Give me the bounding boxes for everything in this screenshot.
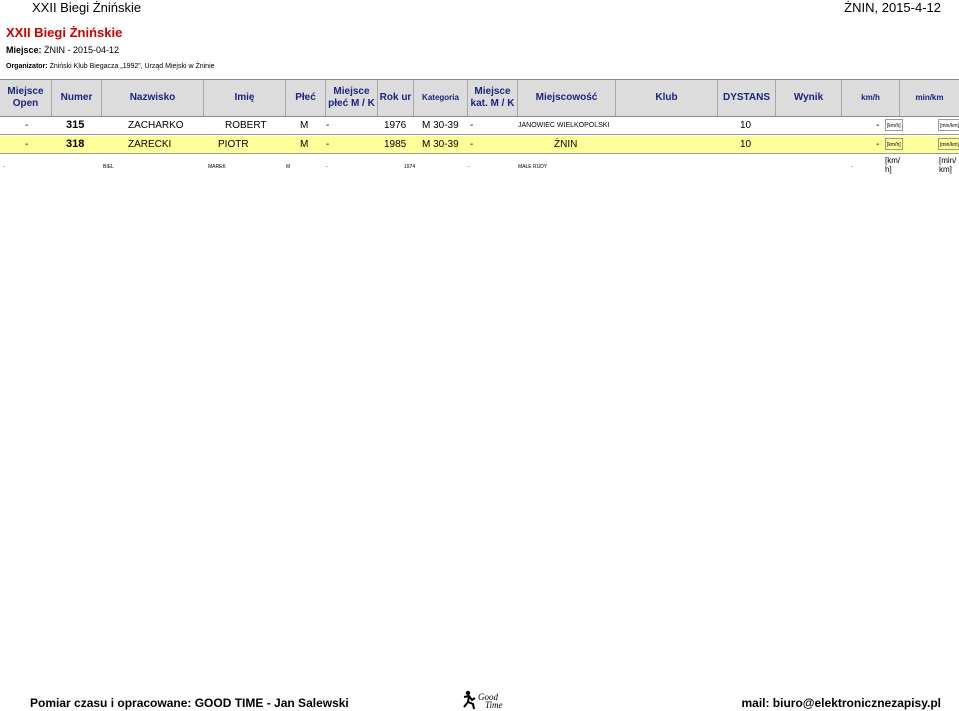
cell-rok: 1985 <box>384 139 407 150</box>
col-nazwisko: Nazwisko <box>102 80 204 116</box>
logo-word-time: Time <box>485 700 503 710</box>
cell-miejsce-kat: - <box>470 139 474 150</box>
col-minkm: min/km <box>915 93 944 102</box>
cell-plec: M <box>300 139 309 150</box>
footer-timing-credit: Pomiar czasu i opracowane: GOOD TIME - Jan Salewski <box>30 696 349 710</box>
cell-wynik: - <box>876 120 880 131</box>
col-plec: Płeć <box>286 80 326 116</box>
results-table-header <box>0 79 959 117</box>
organizer-label: Organizator: <box>6 63 48 70</box>
cell-kategoria: M 30-39 <box>422 120 459 131</box>
cell-dystans: 10 <box>740 120 752 131</box>
cell-miejsce-plec: - <box>326 139 330 150</box>
col-rok: Rok ur <box>378 80 414 116</box>
header-event-name: XXII Biegi Żnińskie <box>32 0 142 15</box>
organizer-value: Żniński Klub Biegacza „1992”, Urząd Miejski w Żninie <box>47 63 215 70</box>
table-row <box>0 156 959 176</box>
table-row <box>0 117 959 135</box>
cell-rok: 1974 <box>404 164 416 170</box>
cell-open: - <box>25 139 29 150</box>
cell-open: - <box>3 164 5 170</box>
good-time-logo <box>461 690 511 710</box>
cell-miejscowosc: JANOWIEC WIELKOPOLSKI <box>518 122 610 129</box>
col-imie: Imię <box>204 80 286 116</box>
col-wynik: Wynik <box>776 80 842 116</box>
cell-miejscowosc: ŻNIN <box>554 139 578 150</box>
cell-nazwisko: ZARECKI <box>128 139 172 150</box>
cell-dystans: 10 <box>740 139 752 150</box>
cell-imie: PIOTR <box>218 139 249 150</box>
place-line <box>6 45 119 55</box>
col-kmh: km/h <box>842 80 900 116</box>
event-title: XXII Biegi Żnińskie <box>6 25 123 40</box>
cell-kategoria: M 30-39 <box>422 139 459 150</box>
col-kategoria: Kategoria <box>414 80 468 116</box>
cell-nazwisko: ZACHARKO <box>128 120 184 131</box>
logo-word-good: Good <box>478 692 498 702</box>
col-dystans: DYSTANS <box>718 80 776 116</box>
organizer-line <box>6 63 215 70</box>
cell-plec: M <box>300 120 309 131</box>
col-klub: Klub <box>616 80 718 116</box>
cell-wynik: - <box>876 139 880 150</box>
cell-numer: 315 <box>66 119 85 131</box>
cell-kmh: [km/h] <box>885 119 903 131</box>
place-label: Miejsce: <box>6 45 42 55</box>
cell-minkm: [min/ km] <box>939 156 957 174</box>
cell-kmh: [km/h] <box>885 138 903 150</box>
cell-minkm: [min/km] <box>938 119 959 131</box>
cell-miejsce-plec: - <box>326 164 328 170</box>
place-value: ŻNIN - 2015-04-12 <box>41 45 120 55</box>
col-numer: Numer <box>52 80 102 116</box>
cell-miejsce-kat: - <box>468 164 470 170</box>
cell-imie: ROBERT <box>225 120 267 131</box>
footer-contact-mail: mail: biuro@elektronicznezapisy.pl <box>741 696 941 710</box>
cell-rok: 1976 <box>384 120 407 131</box>
cell-open: - <box>25 120 29 131</box>
cell-minkm: [min/km] <box>938 138 959 150</box>
table-row <box>0 136 959 154</box>
cell-kmh: [km/ h] <box>885 156 901 174</box>
cell-miejsce-kat: - <box>470 120 474 131</box>
cell-nazwisko: BIEL <box>103 164 114 170</box>
col-miejscowosc: Miejscowość <box>518 80 616 116</box>
cell-wynik: - <box>851 164 853 170</box>
col-miejsce-plec: Miejsce płeć M / K <box>326 80 378 116</box>
cell-miejsce-plec: - <box>326 120 330 131</box>
header-place-date: ŻNIN, 2015-4-12 <box>844 0 941 15</box>
runner-icon <box>464 691 475 709</box>
cell-numer: 318 <box>66 138 85 150</box>
cell-plec: M <box>286 164 291 170</box>
col-open: Miejsce Open <box>0 80 52 116</box>
col-miejsce-kat: Miejsce kat. M / K <box>468 80 518 116</box>
cell-miejscowosc: MAŁE RUDY <box>518 164 548 170</box>
cell-imie: MAREK <box>208 164 226 170</box>
